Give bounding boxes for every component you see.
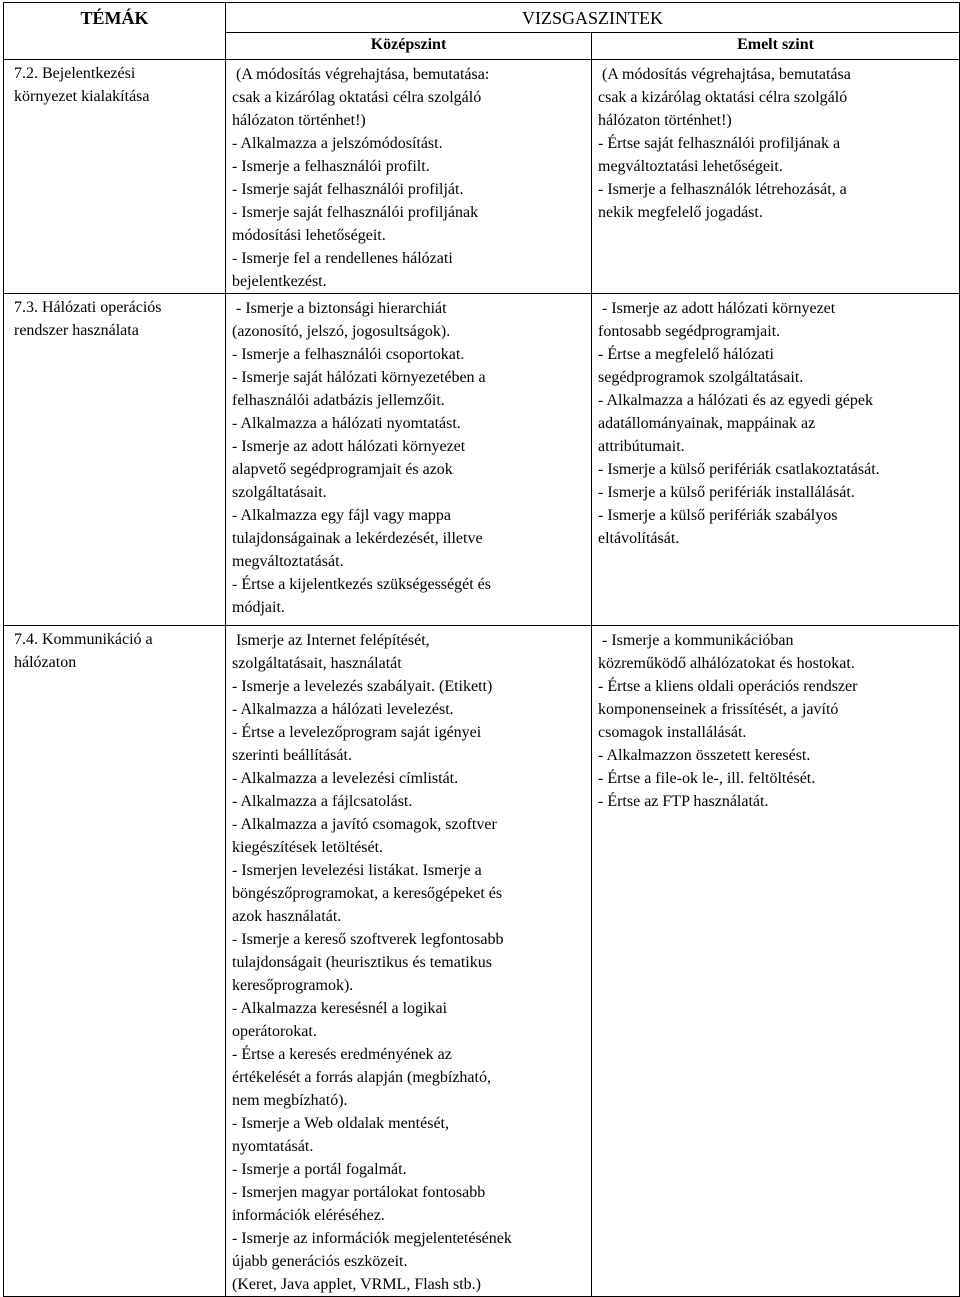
exam-topics-table bbox=[3, 2, 960, 1297]
emelt-szint-cell bbox=[592, 294, 960, 626]
kozepszint-cell-line: - Ismerje fel a rendellenes hálózati bbox=[232, 250, 453, 267]
kozepszint-cell-line: (Keret, Java applet, VRML, Flash stb.) bbox=[232, 1276, 481, 1293]
emelt-szint-cell-line: - Ismerje az adott hálózati környezet bbox=[598, 300, 836, 317]
kozepszint-cell-line: tulajdonságainak a lekérdezését, illetve bbox=[232, 530, 483, 547]
kozepszint-cell-line: - Ismerje saját hálózati környezetében a bbox=[232, 369, 486, 386]
topic-cell-line: hálózaton bbox=[14, 654, 77, 671]
topic-cell-line: 7.3. Hálózati operációs bbox=[14, 299, 162, 316]
emelt-szint-cell bbox=[592, 60, 960, 294]
kozepszint-cell-line: - Ismerje a portál fogalmát. bbox=[232, 1161, 407, 1178]
emelt-szint-cell-line: - Ismerje a külső perifériák installálását. bbox=[598, 484, 855, 501]
kozepszint-cell-line: azok használatát. bbox=[232, 908, 342, 925]
kozepszint-cell-line: - Értse a keresés eredményének az bbox=[232, 1046, 452, 1063]
kozepszint-cell-line: hálózaton történhet!) bbox=[232, 112, 366, 129]
emelt-szint-cell-line: csak a kizárólag oktatási célra szolgáló bbox=[598, 89, 848, 106]
topic-cell bbox=[4, 294, 226, 626]
kozepszint-cell bbox=[226, 294, 592, 626]
kozepszint-cell-line: - Ismerje a Web oldalak mentését, bbox=[232, 1115, 449, 1132]
emelt-szint-cell-line: - Alkalmazzon összetett keresést. bbox=[598, 747, 811, 764]
emelt-szint-cell-line: nekik megfelelő jogadást. bbox=[598, 204, 763, 221]
kozepszint-cell-line: módosítási lehetőségeit. bbox=[232, 227, 386, 244]
emelt-szint-cell-line: adatállományainak, mappáinak az bbox=[598, 415, 816, 432]
kozepszint-cell-line: kiegészítések letöltését. bbox=[232, 839, 384, 856]
kozepszint-cell-line: - Ismerje a levelezés szabályait. (Etikett) bbox=[232, 678, 493, 695]
kozepszint-cell-line: szolgáltatásait, használatát bbox=[232, 655, 402, 672]
kozepszint-cell-line: - Alkalmazza a jelszómódosítást. bbox=[232, 135, 443, 152]
emelt-szint-cell-line: attribútumait. bbox=[598, 438, 685, 455]
topic-cell-line: rendszer használata bbox=[14, 322, 139, 339]
kozepszint-cell-line: információk eléréséhez. bbox=[232, 1207, 385, 1224]
header-temak: TÉMÁK bbox=[4, 3, 226, 60]
kozepszint-cell-line: tulajdonságait (heurisztikus és tematikus bbox=[232, 954, 492, 971]
emelt-szint-cell-line: hálózaton történhet!) bbox=[598, 112, 732, 129]
emelt-szint-cell-line: megváltoztatási lehetőségeit. bbox=[598, 158, 783, 175]
emelt-szint-cell-line: - Ismerje a külső perifériák csatlakoztatását. bbox=[598, 461, 880, 478]
kozepszint-cell-line: - Ismerje a kereső szoftverek legfontosabb bbox=[232, 931, 504, 948]
emelt-szint-cell-line: - Értse saját felhasználói profiljának a bbox=[598, 135, 841, 152]
kozepszint-cell-line: - Alkalmazza keresésnél a logikai bbox=[232, 1000, 448, 1017]
topic-cell-line: 7.4. Kommunikáció a bbox=[14, 631, 153, 648]
kozepszint-cell-line: keresőprogramok). bbox=[232, 977, 354, 994]
kozepszint-cell-line: (azonosító, jelszó, jogosultságok). bbox=[232, 323, 451, 340]
kozepszint-cell bbox=[226, 626, 592, 1297]
kozepszint-cell-line: szolgáltatásait. bbox=[232, 484, 327, 501]
kozepszint-cell-line: nem megbízható). bbox=[232, 1092, 348, 1109]
kozepszint-cell-line: - Alkalmazza a hálózati nyomtatást. bbox=[232, 415, 461, 432]
kozepszint-cell-line: böngészőprogramokat, a keresőgépeket és bbox=[232, 885, 503, 902]
kozepszint-cell-line: - Alkalmazza a levelezési címlistát. bbox=[232, 770, 459, 787]
emelt-szint-cell-line: komponenseinek a frissítését, a javító bbox=[598, 701, 839, 718]
kozepszint-cell-line: (A módosítás végrehajtása, bemutatása: bbox=[232, 66, 490, 83]
kozepszint-cell-line: - Ismerjen magyar portálokat fontosabb bbox=[232, 1184, 486, 1201]
topic-cell-line: környezet kialakítása bbox=[14, 88, 150, 105]
topic-cell bbox=[4, 626, 226, 1297]
kozepszint-cell-line: újabb generációs eszközeit. bbox=[232, 1253, 408, 1270]
emelt-szint-cell bbox=[592, 626, 960, 1297]
kozepszint-cell-line: értékelését a forrás alapján (megbízható, bbox=[232, 1069, 491, 1086]
kozepszint-cell-line: - Ismerjen levelezési listákat. Ismerje a bbox=[232, 862, 482, 879]
kozepszint-cell-line: felhasználói adatbázis jellemzőit. bbox=[232, 392, 445, 409]
emelt-szint-cell-line: segédprogramok szolgáltatásait. bbox=[598, 369, 804, 386]
header-emelt-szint: Emelt szint bbox=[592, 33, 960, 60]
kozepszint-cell-line: módjait. bbox=[232, 599, 285, 616]
kozepszint-cell-line: alapvető segédprogramjait és azok bbox=[232, 461, 453, 478]
kozepszint-cell-line: Ismerje az Internet felépítését, bbox=[232, 632, 430, 649]
kozepszint-cell-line: - Alkalmazza a hálózati levelezést. bbox=[232, 701, 454, 718]
emelt-szint-cell-line: - Alkalmazza a hálózati és az egyedi gépek bbox=[598, 392, 873, 409]
kozepszint-cell-line: - Ismerje a felhasználói csoportokat. bbox=[232, 346, 465, 363]
emelt-szint-cell-line: - Értse a kliens oldali operációs rendszer bbox=[598, 678, 858, 695]
kozepszint-cell-line: - Értse a levelezőprogram saját igényei bbox=[232, 724, 482, 741]
kozepszint-cell-line: nyomtatását. bbox=[232, 1138, 314, 1155]
emelt-szint-cell-line: - Értse a megfelelő hálózati bbox=[598, 346, 774, 363]
header-vizsgaszintek: VIZSGASZINTEK bbox=[226, 3, 960, 33]
kozepszint-cell bbox=[226, 60, 592, 294]
kozepszint-cell-line: - Értse a kijelentkezés szükségességét és bbox=[232, 576, 492, 593]
emelt-szint-cell-line: - Ismerje a felhasználók létrehozását, a bbox=[598, 181, 847, 198]
kozepszint-cell-line: operátorokat. bbox=[232, 1023, 317, 1040]
kozepszint-cell-line: szerinti beállítását. bbox=[232, 747, 352, 764]
emelt-szint-cell-line: csomagok installálását. bbox=[598, 724, 747, 741]
kozepszint-cell-line: - Ismerje saját felhasználói profilját. bbox=[232, 181, 464, 198]
table-row bbox=[4, 60, 960, 294]
kozepszint-cell-line: - Ismerje a biztonsági hierarchiát bbox=[232, 300, 447, 317]
emelt-szint-cell-line: fontosabb segédprogramjait. bbox=[598, 323, 781, 340]
kozepszint-cell-line: - Ismerje az adott hálózati környezet bbox=[232, 438, 466, 455]
kozepszint-cell-line: - Ismerje az információk megjelentetésének bbox=[232, 1230, 512, 1247]
emelt-szint-cell-line: - Értse a file-ok le-, ill. feltöltését. bbox=[598, 770, 816, 787]
emelt-szint-cell-line: - Ismerje a kommunikációban bbox=[598, 632, 794, 649]
emelt-szint-cell-line: eltávolítását. bbox=[598, 530, 680, 547]
kozepszint-cell-line: - Ismerje a felhasználói profilt. bbox=[232, 158, 430, 175]
emelt-szint-cell-line: - Ismerje a külső perifériák szabályos bbox=[598, 507, 838, 524]
table-row bbox=[4, 294, 960, 626]
kozepszint-cell-line: - Ismerje saját felhasználói profiljának bbox=[232, 204, 479, 221]
emelt-szint-cell-line: közreműködő alhálózatokat és hostokat. bbox=[598, 655, 855, 672]
kozepszint-cell-line: megváltoztatását. bbox=[232, 553, 344, 570]
header-kozepszint: Középszint bbox=[226, 33, 592, 60]
table-row bbox=[4, 626, 960, 1297]
emelt-szint-cell-line: - Értse az FTP használatát. bbox=[598, 793, 769, 810]
emelt-szint-cell-line: (A módosítás végrehajtása, bemutatása bbox=[598, 66, 851, 83]
kozepszint-cell-line: - Alkalmazza a javító csomagok, szoftver bbox=[232, 816, 497, 833]
topic-cell-line: 7.2. Bejelentkezési bbox=[14, 65, 136, 82]
topic-cell bbox=[4, 60, 226, 294]
kozepszint-cell-line: bejelentkezést. bbox=[232, 273, 327, 290]
kozepszint-cell-line: - Alkalmazza a fájlcsatolást. bbox=[232, 793, 413, 810]
kozepszint-cell-line: - Alkalmazza egy fájl vagy mappa bbox=[232, 507, 452, 524]
kozepszint-cell-line: csak a kizárólag oktatási célra szolgáló bbox=[232, 89, 482, 106]
